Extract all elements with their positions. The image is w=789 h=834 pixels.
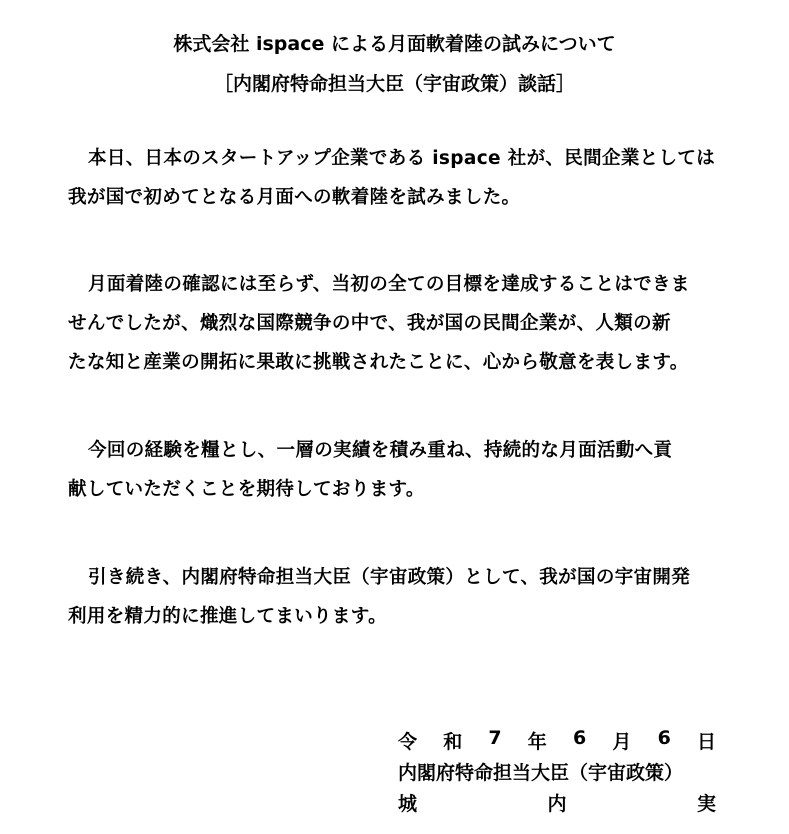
name-char: 内	[547, 793, 567, 815]
date-char: 和	[443, 731, 463, 753]
paragraph-line: 献していただくことを期待しております。	[68, 479, 425, 500]
paragraph-line: 今回の経験を糧とし、一層の実績を積み重ね、持続的な月面活動へ貢	[88, 440, 673, 461]
date-char: 6	[657, 727, 671, 749]
date-char: 6	[572, 727, 587, 749]
paragraph-line: 本日、日本のスタートアップ企業である ispace 社が、民間企業としては	[88, 148, 716, 169]
paragraph-line: 引き続き、内閣府特命担当大臣（宇宙政策）として、我が国の宇宙開発	[88, 567, 691, 588]
name-char: 城	[398, 793, 418, 815]
document-title: 株式会社 ispace による月面軟着陸の試みについて	[173, 33, 616, 55]
paragraph-line: 利用を精力的に推進してまいります。	[68, 606, 387, 627]
date-char: 月	[612, 731, 632, 753]
signature-position: 内閣府特命担当大臣（宇宙政策）	[398, 762, 684, 784]
paragraph-line: 月面着陸の確認には至らず、当初の全ての目標を達成することはできま	[88, 274, 690, 295]
date-char: 日	[696, 731, 716, 753]
name-char: 実	[696, 793, 716, 815]
paragraph-1	[68, 139, 728, 217]
paragraph-4	[68, 558, 728, 636]
date-char: 7	[488, 727, 502, 749]
paragraph-line: 我が国で初めてとなる月面への軟着陸を試みました。	[68, 187, 521, 208]
signature-date	[398, 727, 716, 754]
paragraph-3	[68, 431, 728, 509]
paragraph-line: たな知と産業の開拓に果敢に挑戦されたことに、心から敬意を表します。	[68, 352, 689, 373]
paragraph-line: せんでしたが、熾烈な国際競争の中で、我が国の民間企業が、人類の新	[68, 313, 671, 334]
paragraph-2	[68, 265, 728, 382]
date-char: 令	[398, 731, 418, 753]
signature-name	[398, 789, 716, 816]
date-char: 年	[527, 731, 547, 753]
document-subtitle: ［内閣府特命担当大臣（宇宙政策）談話］	[213, 73, 575, 95]
